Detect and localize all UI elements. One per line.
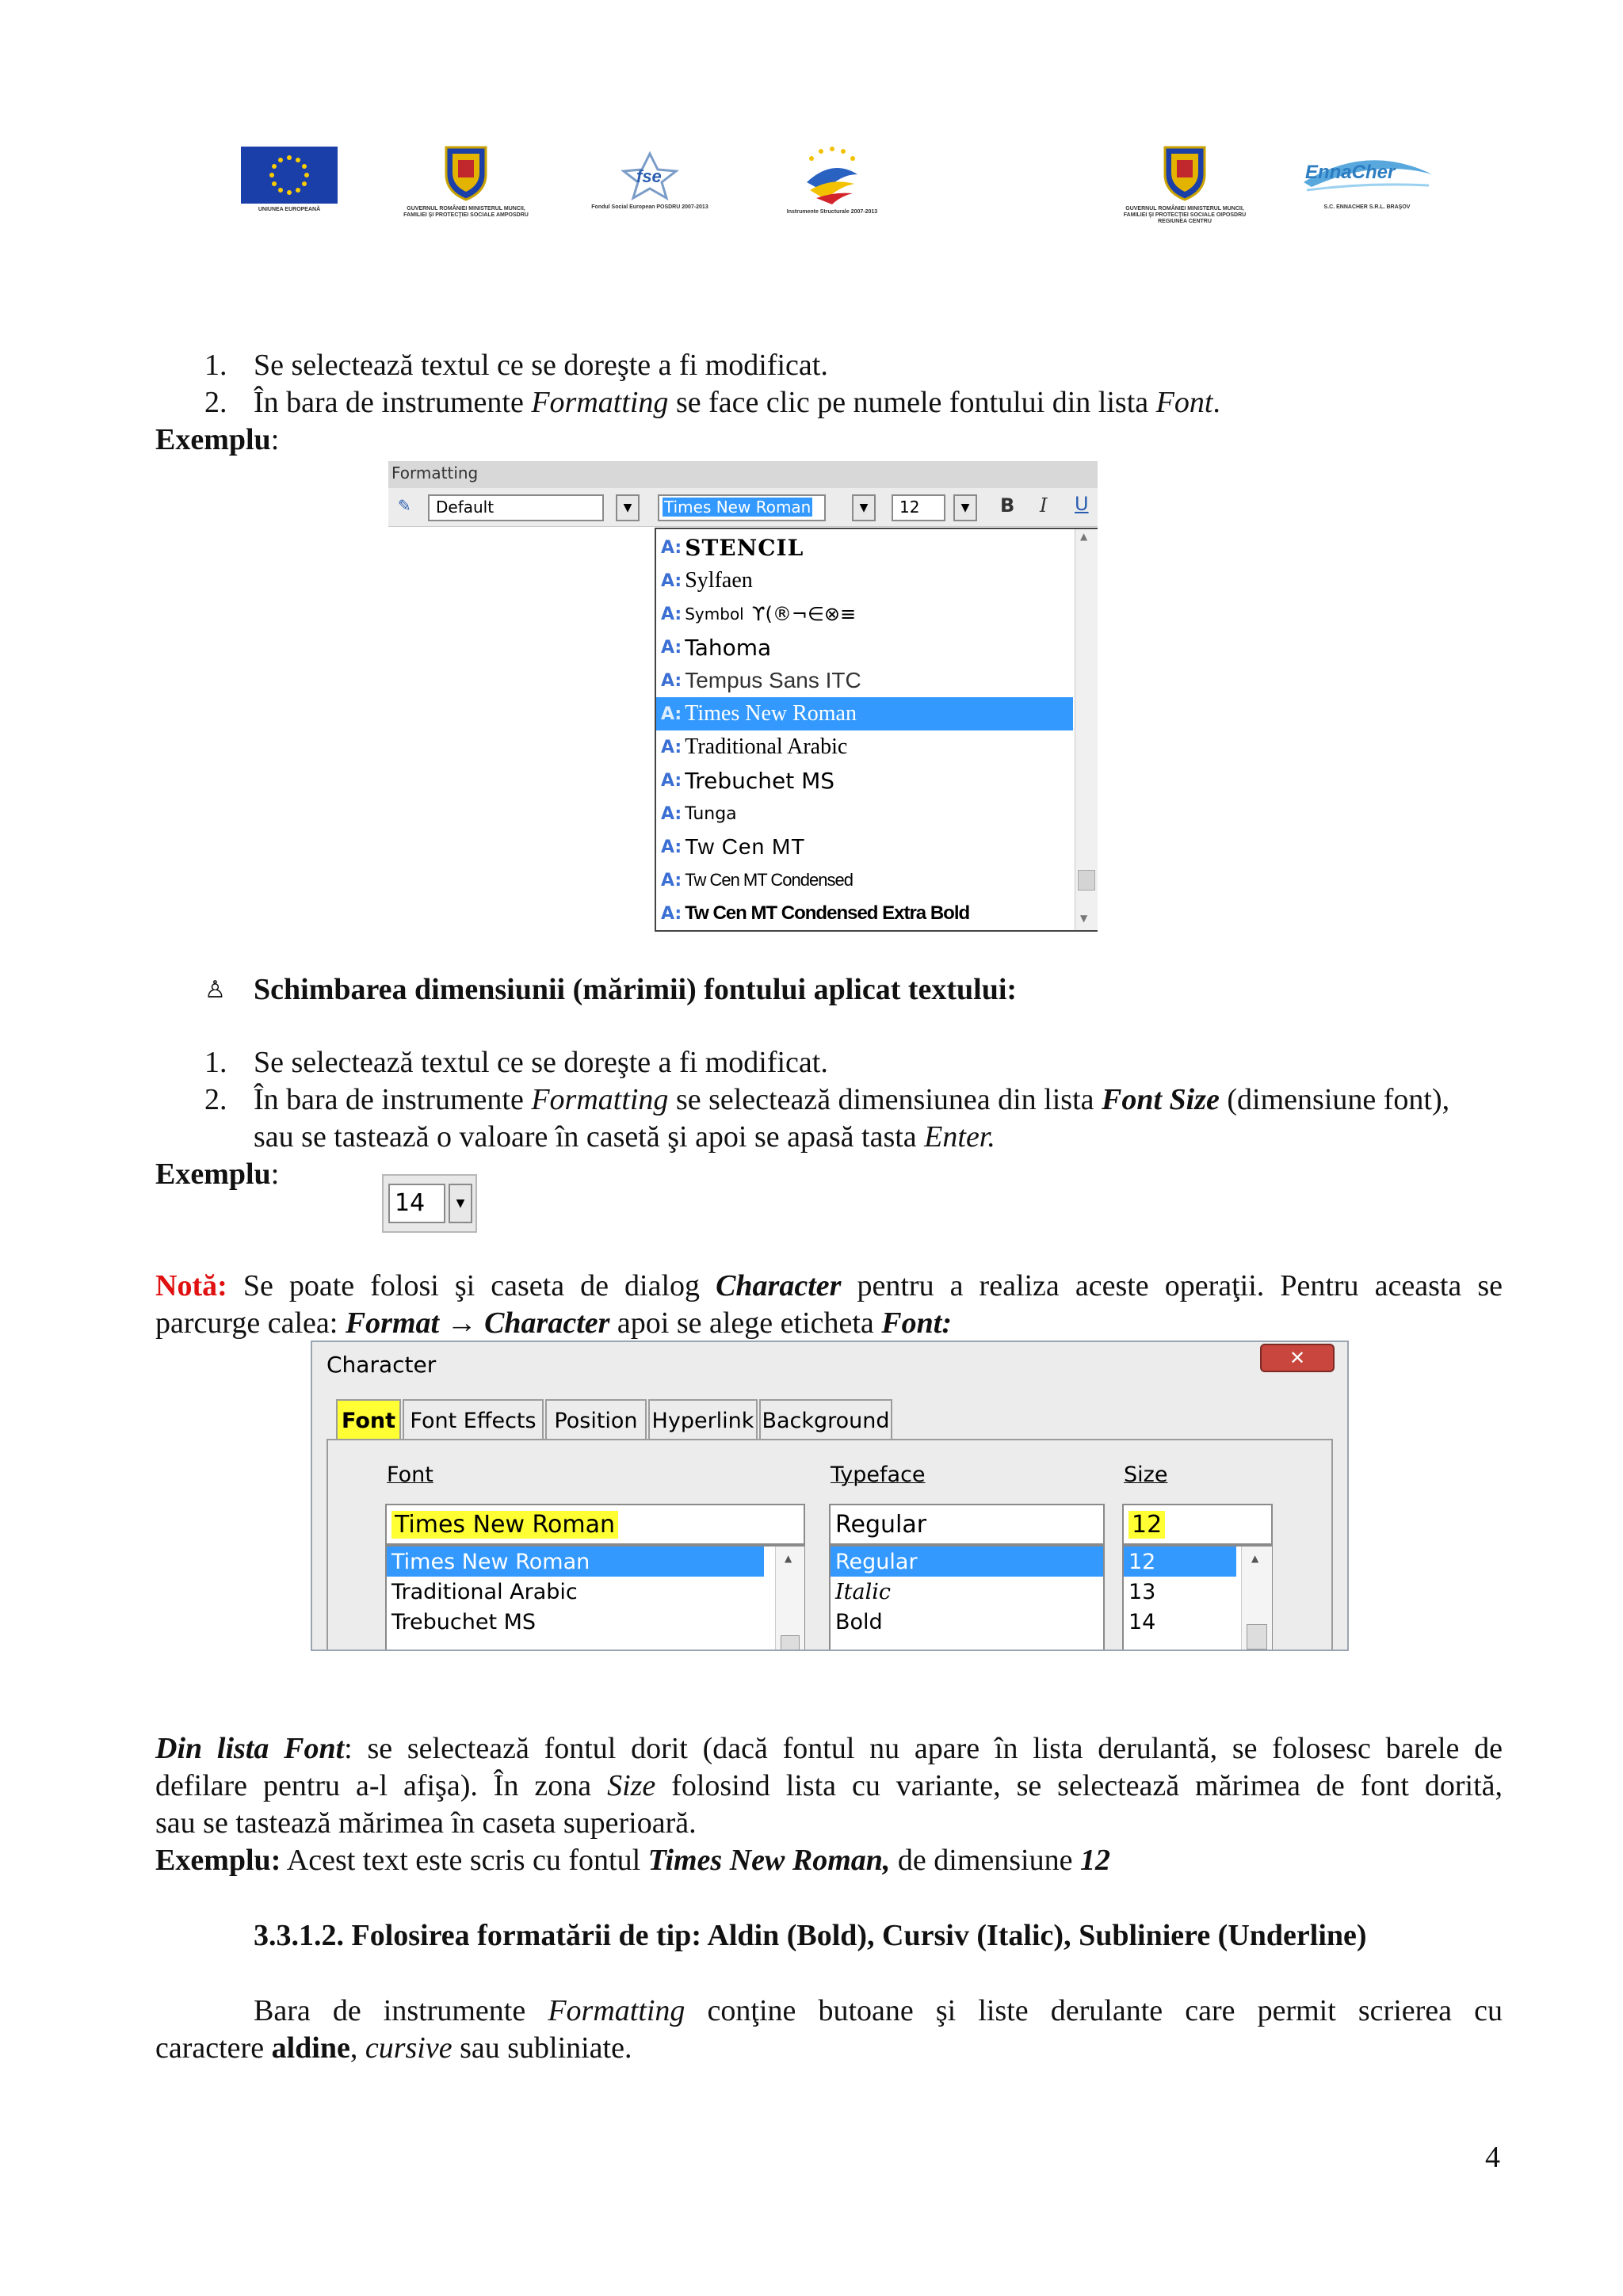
section-2-heading: Schimbarea dimensiunii (mărimii) fontului aplicat textului: (254, 973, 1018, 1006)
typeface-input[interactable]: Regular (829, 1504, 1105, 1545)
eu-flag-icon (241, 147, 338, 204)
italic-button[interactable]: I (1040, 494, 1048, 517)
tab-font[interactable]: Font (336, 1399, 401, 1440)
font-type-icon: A: (661, 570, 682, 591)
step-1-number: 1. (204, 349, 227, 382)
step-2-number: 2. (204, 386, 227, 419)
note-line-1 (155, 1268, 1503, 1305)
font-type-icon: A: (661, 803, 682, 824)
font-name-combo[interactable] (658, 494, 826, 521)
font-dropdown-list[interactable] (655, 528, 1098, 932)
font-item[interactable] (656, 897, 1073, 930)
font-item[interactable] (656, 664, 1073, 697)
logo-eu (230, 147, 349, 213)
font-tab-panel (327, 1439, 1333, 1651)
text-run: : se selectează fontul dorit (dacă fontul nu apare în lista derulantă, se folosesc barele de (344, 1732, 1503, 1765)
font-item-label: Tw Cen MT Condensed Extra Bold (685, 902, 970, 924)
close-button[interactable]: ✕ (1260, 1344, 1335, 1372)
scroll-up-arrow-icon[interactable]: ▲ (1080, 531, 1088, 542)
font-item[interactable] (656, 764, 1073, 797)
paragraph-style-combo[interactable]: Default (428, 494, 604, 521)
typeface-label: Typeface (831, 1463, 926, 1487)
coat-of-arms-icon (1159, 143, 1211, 203)
font-type-icon: A: (661, 737, 682, 757)
text-run: Formatting (548, 1994, 685, 2027)
font-name-value: Times New Roman (391, 1511, 618, 1539)
font-type-icon: A: (661, 637, 682, 658)
logo-ennacher (1292, 151, 1442, 211)
size-list[interactable] (1122, 1545, 1273, 1651)
typeface-list-item-selected[interactable]: Regular (831, 1547, 1103, 1577)
step-2-text (254, 384, 1220, 421)
tab-position[interactable]: Position (545, 1399, 647, 1440)
text-run: În bara de instrumente (254, 386, 532, 419)
bold-italic-paragraph-line-2 (155, 2030, 632, 2067)
scroll-up-arrow-icon[interactable]: ▲ (1251, 1553, 1259, 1564)
bold-button[interactable]: B (1000, 494, 1015, 517)
step-2-text-line-2 (254, 1119, 995, 1156)
text-run: Font: (881, 1306, 952, 1340)
font-items (656, 531, 1073, 930)
font-list-paragraph-line-1 (155, 1730, 1503, 1768)
text-run: 12 (1079, 1844, 1110, 1877)
logo-caption: S.C. ENNACHER S.R.L. BRAŞOV (1323, 204, 1411, 210)
text-run: : (270, 1158, 280, 1191)
dialog-title: Character (327, 1352, 437, 1378)
font-item-label: Symbol (685, 605, 744, 624)
text-run: Exemplu (155, 423, 271, 456)
font-item[interactable] (656, 631, 1073, 664)
font-example-line (155, 1842, 1110, 1879)
text-run: Formatting (531, 386, 669, 419)
text-run: Exemplu: (155, 1844, 281, 1877)
paragraph-style-dropdown-button[interactable]: ▼ (616, 494, 640, 521)
font-item-label: Tahoma (685, 634, 772, 661)
text-run: Din lista Font (155, 1732, 345, 1765)
text-run: Format (345, 1306, 440, 1340)
size-list-item-selected[interactable]: 12 (1124, 1547, 1236, 1577)
step-1-text: Se selectează textul ce se doreşte a fi modificat. (254, 1046, 828, 1079)
typeface-list-item[interactable]: Italic (835, 1579, 892, 1604)
tab-hyperlink[interactable]: Hyperlink (648, 1399, 758, 1440)
font-size-combo[interactable]: 12 (892, 494, 945, 521)
text-run: defilare pentru a-l afişa). În zona (155, 1769, 608, 1802)
size-label: Size (1124, 1463, 1168, 1487)
size-list-item[interactable]: 14 (1128, 1609, 1156, 1634)
tab-font-effects[interactable]: Font Effects (403, 1399, 544, 1440)
text-run: Times New Roman, (647, 1844, 891, 1877)
size-list-item[interactable]: 13 (1128, 1579, 1156, 1604)
font-type-icon: A: (661, 704, 682, 724)
font-item[interactable] (656, 797, 1073, 830)
font-type-icon: A: (661, 537, 682, 558)
step-2-number: 2. (204, 1083, 227, 1116)
text-run: , (349, 2031, 365, 2065)
text-run: Exemplu (155, 1158, 271, 1191)
text-run: (dimensiune font), (1219, 1083, 1450, 1116)
text-run: aldine (271, 2031, 350, 2065)
font-type-icon: A: (661, 903, 682, 924)
ennacher-logo-mark (1296, 151, 1438, 201)
font-item-label: Tempus Sans ITC (685, 668, 861, 692)
bold-italic-paragraph-line-1 (254, 1993, 1503, 2030)
formatting-toolbar-screenshot (388, 461, 1098, 933)
logo-ministry-1 (395, 143, 537, 219)
logo-caption: GUVERNUL ROMÂNIEI MINISTERUL MUNCII, FAMILIEI ŞI PROTECŢIEI SOCIALE AMPOSDRU (403, 206, 529, 218)
logo-fse (582, 151, 717, 211)
text-run: Formatting (531, 1083, 669, 1116)
font-item[interactable] (656, 864, 1073, 897)
font-type-icon: A: (661, 870, 682, 891)
font-type-icon: A: (661, 670, 682, 691)
font-item-label: Tw Cen MT (685, 834, 806, 859)
font-name-value: Times New Roman (664, 498, 812, 517)
scroll-thumb[interactable] (1078, 870, 1095, 891)
text-run: Bara de instrumente (254, 1994, 548, 2027)
text-run: Acest text este scris cu fontul (281, 1844, 648, 1877)
text-run: de dimensiune (890, 1844, 1080, 1877)
text-run: În bara de instrumente (254, 1083, 532, 1116)
font-list-paragraph-line-3: sau se tastează mărimea în caseta superioară. (155, 1806, 697, 1840)
ennacher-logo-text: EnnaCher (1305, 162, 1396, 183)
svg-text:fse: fse (636, 166, 662, 186)
text-run: Enter. (924, 1120, 995, 1154)
font-type-icon: A: (661, 604, 682, 624)
logo-instrumente-structurale (765, 143, 899, 215)
font-item[interactable] (656, 830, 1073, 864)
step-2-text (254, 1081, 1449, 1119)
size-input[interactable] (1122, 1504, 1273, 1545)
font-item-selected[interactable] (656, 697, 1073, 730)
font-list-scrollbar[interactable] (1075, 529, 1098, 930)
arrow-icon: → (439, 1306, 485, 1340)
font-type-icon: A: (661, 770, 682, 791)
character-dialog (311, 1341, 1349, 1651)
page-number: 4 (1485, 2141, 1500, 2174)
text-run: folosind lista cu variante, se selectează mărimea de font dorită, (655, 1769, 1503, 1802)
font-list-scrollbar[interactable] (775, 1547, 804, 1651)
font-item[interactable] (656, 531, 1073, 564)
tab-background[interactable]: Background (759, 1399, 892, 1440)
toolbar-title: Formatting (391, 463, 479, 482)
fse-star-icon (614, 151, 685, 201)
text-run: pentru a realiza aceste operaţii. Pentru aceasta se (841, 1269, 1503, 1302)
font-item-label: Times New Roman (685, 701, 857, 726)
scroll-down-arrow-icon[interactable]: ▼ (1080, 913, 1088, 924)
logo-caption: UNIUNEA EUROPEANĂ (258, 207, 321, 212)
toolbar-title-bar (388, 461, 1098, 489)
text-run: : (270, 423, 280, 456)
scroll-up-arrow-icon[interactable]: ▲ (785, 1553, 792, 1564)
step-1-text: Se selectează textul ce se doreşte a fi modificat. (254, 349, 828, 382)
font-item[interactable] (656, 564, 1073, 597)
font-list-paragraph-line-2 (155, 1768, 1503, 1805)
text-run: Character (716, 1269, 842, 1302)
note-line-2 (155, 1305, 952, 1342)
typeface-list-item[interactable]: Bold (835, 1609, 883, 1634)
text-run: Font Size (1102, 1083, 1220, 1116)
font-size-box-screenshot (382, 1174, 477, 1233)
logo-caption: Fondul Social European POSDRU 2007-2013 (591, 204, 708, 210)
example-label (155, 421, 279, 459)
coat-of-arms-icon (440, 143, 492, 203)
paragraph-style-icon[interactable]: ✎ (398, 496, 411, 515)
size-list-scrollbar[interactable] (1241, 1547, 1272, 1651)
font-item-label: Sylfaen (685, 568, 753, 593)
text-run: Character (484, 1306, 610, 1340)
note-label: Notă: (155, 1269, 227, 1302)
example-label (155, 1156, 279, 1193)
step-1-number: 1. (204, 1046, 227, 1079)
font-list-item[interactable]: Trebuchet MS (391, 1609, 537, 1634)
text-run: se selectează dimensiunea din lista (668, 1083, 1102, 1116)
typeface-list[interactable] (829, 1545, 1105, 1651)
font-item[interactable] (656, 730, 1073, 764)
font-name-list[interactable] (385, 1545, 805, 1651)
logo-caption: GUVERNUL ROMÂNIEI MINISTERUL MUNCII, FAMILIEI ŞI PROTECŢIEI SOCIALE OIPOSDRU REGIUNEA CENTRU (1123, 206, 1247, 224)
text-run: . (1212, 386, 1220, 419)
scroll-thumb[interactable] (781, 1635, 800, 1651)
text-run: cursive (365, 2031, 453, 2065)
font-item[interactable] (656, 597, 1073, 631)
text-run: conţine butoane şi liste derulante care permit scrierea cu (685, 1994, 1503, 2027)
text-run: sau subliniate. (452, 2031, 632, 2065)
font-size-input[interactable]: 14 (388, 1184, 445, 1223)
font-size-dropdown-button[interactable]: ▼ (953, 494, 977, 521)
logo-caption: Instrumente Structurale 2007-2013 (786, 209, 878, 215)
text-run: Font (1155, 386, 1213, 419)
font-item-label: STENCIL (685, 534, 804, 561)
font-type-icon: A: (661, 837, 682, 857)
font-name-dropdown-button[interactable]: ▼ (852, 494, 876, 521)
scroll-thumb[interactable] (1247, 1624, 1267, 1650)
logo-ministry-2 (1106, 143, 1264, 225)
text-run: se face clic pe numele fontului din lista (668, 386, 1156, 419)
symbol-sample: ϒ(®¬∈⊗≡ (751, 603, 857, 625)
font-label: Font (387, 1463, 433, 1487)
font-list-item[interactable]: Traditional Arabic (391, 1579, 578, 1604)
font-item-label: Trebuchet MS (685, 767, 835, 794)
font-list-item-selected[interactable]: Times New Roman (387, 1547, 764, 1577)
underline-button[interactable]: U (1075, 493, 1089, 515)
font-item-label: Tw Cen MT Condensed (685, 870, 853, 890)
section-heading-3-3-1-2: 3.3.1.2. Folosirea formatării de tip: Aldin (Bold), Cursiv (Italic), Subliniere (Underline) (254, 1919, 1367, 1952)
text-run: caractere (155, 2031, 272, 2065)
font-size-dropdown-button[interactable]: ▼ (449, 1184, 472, 1223)
size-value: 12 (1128, 1511, 1165, 1539)
instrumente-structurale-icon (792, 143, 872, 206)
text-run: Se poate folosi şi caseta de dialog (227, 1269, 716, 1302)
font-item-label: Traditional Arabic (685, 734, 848, 759)
text-run: parcurge calea: (155, 1306, 346, 1340)
text-run: sau se tastează o valoare în casetă şi apoi se apasă tasta (254, 1120, 925, 1154)
font-name-input[interactable] (385, 1504, 805, 1545)
text-run: Size (607, 1769, 656, 1802)
text-run: apoi se alege eticheta (609, 1306, 882, 1340)
font-item-label: Tunga (685, 803, 737, 824)
section-bullet-icon: ♙ (204, 977, 226, 1003)
